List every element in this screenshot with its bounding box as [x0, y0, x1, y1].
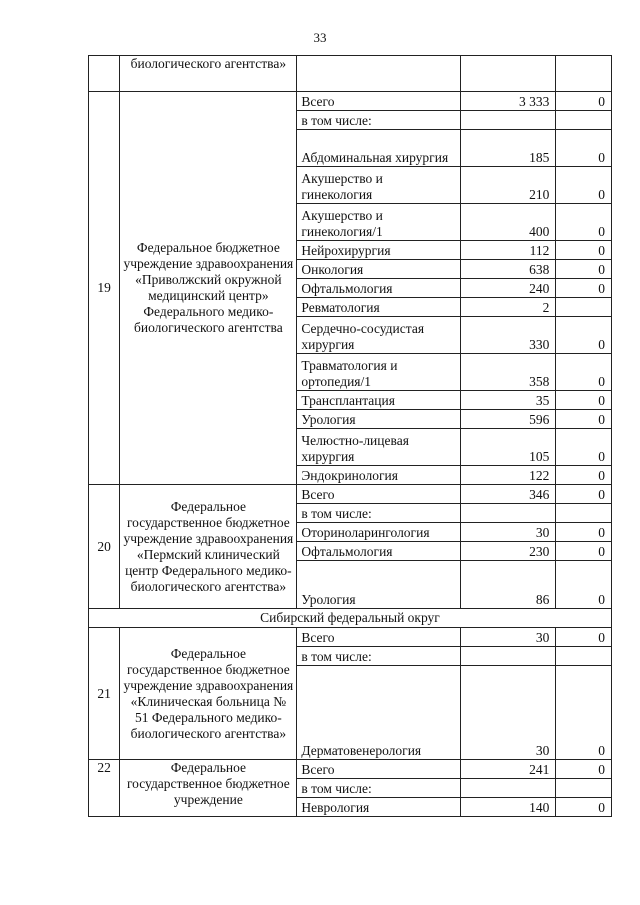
extra-value [556, 298, 612, 317]
table-row [89, 760, 612, 779]
profile-name: Трансплантация [297, 391, 461, 410]
profile-name: Онкология [297, 260, 461, 279]
profile-name: Неврология [297, 798, 461, 817]
profile-name: Всего [297, 485, 461, 504]
volume-value: 30 [461, 666, 556, 760]
profile-name: Абдоминальная хирургия [297, 130, 461, 167]
volume-value: 596 [461, 410, 556, 429]
volume-value: 230 [461, 542, 556, 561]
value-cell [461, 56, 556, 92]
table-row [89, 485, 612, 504]
profile-name: в том числе: [297, 111, 461, 130]
organization-name: Федеральное государственное бюджетное учреждение здравоохранения «Клиническая больница № 51 Федерального медико-биологического агентства» [120, 628, 297, 760]
profile-name: Офтальмология [297, 279, 461, 298]
profile-name: Урология [297, 410, 461, 429]
profile-name: Офтальмология [297, 542, 461, 561]
organization-name: Федеральное бюджетное учреждение здравоохранения «Приволжский окружной медицинский центр» Федерального медико-биологического агентства [120, 92, 297, 485]
profile-name: Оториноларингология [297, 523, 461, 542]
profile-name: Урология [297, 561, 461, 609]
profile-name: Всего [297, 760, 461, 779]
volume-value: 185 [461, 130, 556, 167]
organization-name: Федеральное государственное бюджетное учреждение здравоохранения «Пермский клинический центр Федерального медико-биологического агентства» [120, 485, 297, 609]
table-body [89, 56, 612, 817]
profile-name: Нейрохирургия [297, 241, 461, 260]
extra-value: 0 [556, 204, 612, 241]
volume-value: 86 [461, 561, 556, 609]
profile-name: Всего [297, 92, 461, 111]
district-row [89, 609, 612, 628]
volume-value: 30 [461, 523, 556, 542]
volume-value: 358 [461, 354, 556, 391]
org-cell: биологического агентства» [120, 56, 297, 92]
extra-value: 0 [556, 666, 612, 760]
profile-name: Дерматовенерология [297, 666, 461, 760]
volume-value [461, 779, 556, 798]
extra-value: 0 [556, 317, 612, 354]
extra-value: 0 [556, 354, 612, 391]
profile-name: в том числе: [297, 504, 461, 523]
extra-value: 0 [556, 429, 612, 466]
volume-value: 35 [461, 391, 556, 410]
profile-cell [297, 56, 461, 92]
volume-value: 105 [461, 429, 556, 466]
extra-value: 0 [556, 167, 612, 204]
extra-value: 0 [556, 130, 612, 167]
volume-value: 30 [461, 628, 556, 647]
profile-name: Акушерство и гинекология/1 [297, 204, 461, 241]
volume-value: 330 [461, 317, 556, 354]
hospital-volume-table [88, 55, 612, 817]
volume-value: 122 [461, 466, 556, 485]
profile-name: Ревматология [297, 298, 461, 317]
table-row [89, 56, 612, 92]
extra-value: 0 [556, 279, 612, 298]
profile-name: в том числе: [297, 647, 461, 666]
volume-value: 241 [461, 760, 556, 779]
extra-value: 0 [556, 260, 612, 279]
extra-value: 0 [556, 466, 612, 485]
extra-value: 0 [556, 760, 612, 779]
volume-value: 2 [461, 298, 556, 317]
extra-value: 0 [556, 798, 612, 817]
volume-value: 638 [461, 260, 556, 279]
extra-value: 0 [556, 523, 612, 542]
volume-value: 400 [461, 204, 556, 241]
profile-name: Сердечно-сосудистая хирургия [297, 317, 461, 354]
volume-value: 210 [461, 167, 556, 204]
volume-value [461, 111, 556, 130]
volume-value: 140 [461, 798, 556, 817]
volume-value [461, 647, 556, 666]
page-number: 33 [313, 30, 327, 45]
extra-value: 0 [556, 241, 612, 260]
profile-name: Всего [297, 628, 461, 647]
volume-value [461, 504, 556, 523]
extra-value: 0 [556, 542, 612, 561]
extra-value: 0 [556, 561, 612, 609]
profile-name: Травматология и ортопедия/1 [297, 354, 461, 391]
extra-value [556, 779, 612, 798]
organization-name: Федеральное государственное бюджетное учреждение [120, 760, 297, 817]
extra-cell [556, 56, 612, 92]
profile-name: в том числе: [297, 779, 461, 798]
profile-name: Акушерство и гинекология [297, 167, 461, 204]
volume-value: 3 333 [461, 92, 556, 111]
num-cell [89, 56, 120, 92]
profile-name: Челюстно-лицевая хирургия [297, 429, 461, 466]
extra-value: 0 [556, 410, 612, 429]
volume-value: 346 [461, 485, 556, 504]
row-number: 21 [89, 628, 120, 760]
profile-name: Эндокринология [297, 466, 461, 485]
extra-value: 0 [556, 485, 612, 504]
district-name: Сибирский федеральный округ [89, 609, 612, 628]
table-row [89, 628, 612, 647]
extra-value: 0 [556, 391, 612, 410]
row-number: 19 [89, 92, 120, 485]
row-number: 20 [89, 485, 120, 609]
extra-value: 0 [556, 628, 612, 647]
row-number: 22 [89, 760, 120, 817]
extra-value [556, 111, 612, 130]
table-row [89, 92, 612, 111]
volume-value: 240 [461, 279, 556, 298]
extra-value: 0 [556, 92, 612, 111]
extra-value [556, 647, 612, 666]
extra-value [556, 504, 612, 523]
volume-value: 112 [461, 241, 556, 260]
